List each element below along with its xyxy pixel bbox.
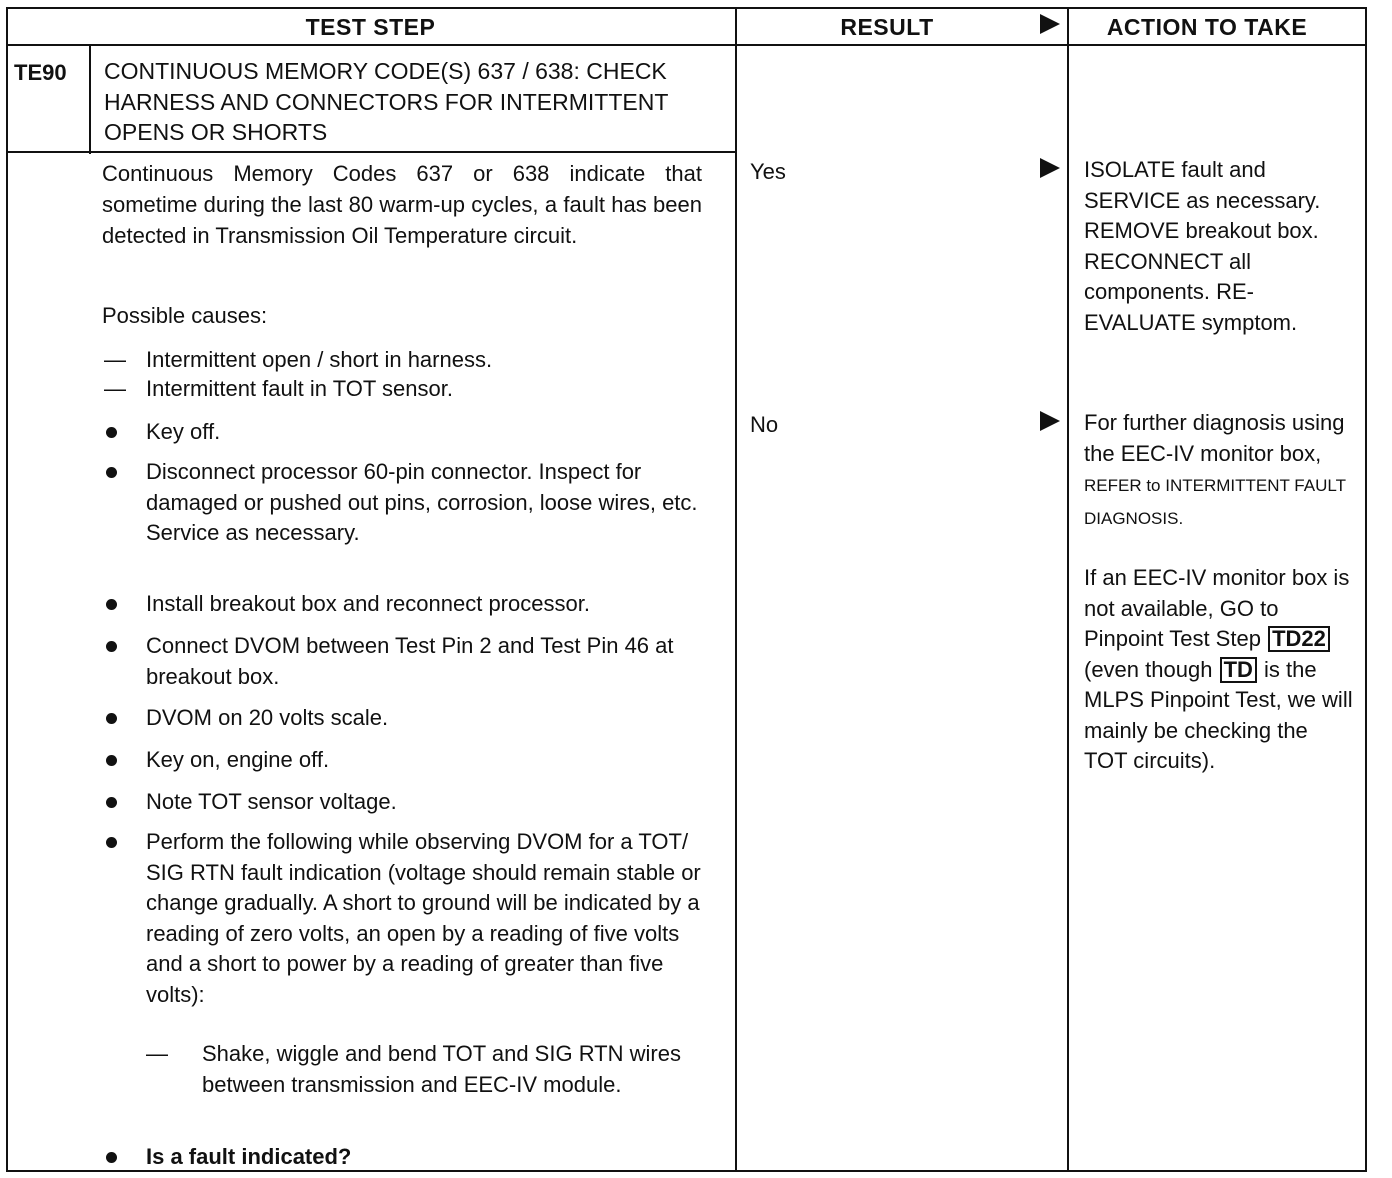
header-arrow-icon (1040, 14, 1060, 34)
header-test-step: TEST STEP (305, 14, 436, 40)
step-id-divider (89, 44, 91, 154)
header-result: RESULT (840, 14, 934, 40)
column-divider-result (735, 7, 737, 1172)
sub-step-text: Shake, wiggle and bend TOT and SIG RTN wires between transmission and EEC-IV module. (202, 1041, 681, 1097)
action-alt-text: is the MLPS Pinpoint Test, we will mainly be checking the TOT circuits). (1084, 656, 1353, 773)
step-title: CONTINUOUS MEMORY CODE(S) 637 / 638: CHECK HARNESS AND CONNECTORS FOR INTERMITTENT OPENS OR SHORTS (104, 58, 668, 145)
header-action: ACTION TO TAKE (1106, 14, 1308, 40)
step-bullet-text: Key off. (146, 419, 221, 444)
bullet-icon (106, 641, 117, 652)
column-divider-action (1067, 7, 1069, 1172)
step-ref-td22: TD22 (1268, 626, 1330, 652)
step-bullet-text: DVOM on 20 volts scale. (146, 705, 389, 730)
causes-label: Possible causes: (102, 303, 268, 328)
cause-item (104, 374, 453, 403)
bullet-icon (106, 599, 117, 610)
action-no-alternative (1084, 563, 1354, 777)
bullet-icon (106, 755, 117, 766)
bullet-icon (106, 427, 117, 438)
action-no-refer: REFER to INTERMITTENT FAULT DIAGNOSIS. (1084, 476, 1346, 528)
bullet-icon (106, 837, 117, 848)
step-bullet-text: Key on, engine off. (146, 747, 330, 772)
title-divider (6, 151, 736, 153)
bullet-icon (106, 467, 117, 478)
yes-arrow-icon (1040, 158, 1060, 178)
cause-text: Intermittent fault in TOT sensor. (146, 376, 453, 401)
header-divider (6, 44, 1367, 46)
step-bullet-text: Connect DVOM between Test Pin 2 and Test Pin 46 at breakout box. (146, 633, 674, 689)
step-bullet-text: Install breakout box and reconnect processor. (146, 591, 590, 616)
step-bullet-text: Disconnect processor 60-pin connector. Inspect for damaged or pushed out pins, corrosion, loose wires, etc. Service as necessary. (146, 459, 698, 545)
step-ref-td: TD (1220, 657, 1257, 683)
bullet-icon (106, 1152, 117, 1163)
dash-mark: — (104, 376, 126, 401)
action-no-text: For further diagnosis using the EEC-IV monitor box, (1084, 410, 1345, 466)
action-alt-text: (even though (1084, 656, 1213, 682)
dash-mark: — (146, 1041, 168, 1066)
no-arrow-icon (1040, 411, 1060, 431)
bullet-icon (106, 797, 117, 808)
dash-mark: — (104, 347, 126, 372)
step-description: Continuous Memory Codes 637 or 638 indicate that sometime during the last 80 warm-up cycles, a fault has been detected in Transmission Oil Temperature circuit. (102, 161, 702, 248)
action-alt-text: If an EEC-IV monitor box is not available, GO to Pinpoint Test Step (1084, 565, 1350, 651)
cause-item (104, 345, 492, 374)
result-yes: Yes (750, 159, 786, 184)
step-bullet-text: Perform the following while observing DVOM for a TOT/ SIG RTN fault indication (voltage should remain stable or change gradually. A short to ground will be indicated by a reading of zero volts, an open by a reading of five volts and a short to power by a reading of greater than five volts): (146, 829, 701, 1007)
step-id: TE90 (14, 60, 67, 85)
result-no: No (750, 412, 779, 437)
action-yes: ISOLATE fault and SERVICE as necessary. REMOVE breakout box. RECONNECT all components. RE-EVALUATE symptom. (1084, 157, 1321, 335)
step-bullet-text: Note TOT sensor voltage. (146, 789, 397, 814)
bullet-icon (106, 713, 117, 724)
question-text: Is a fault indicated? (146, 1144, 352, 1169)
cause-text: Intermittent open / short in harness. (146, 347, 493, 372)
action-no (1084, 408, 1354, 534)
